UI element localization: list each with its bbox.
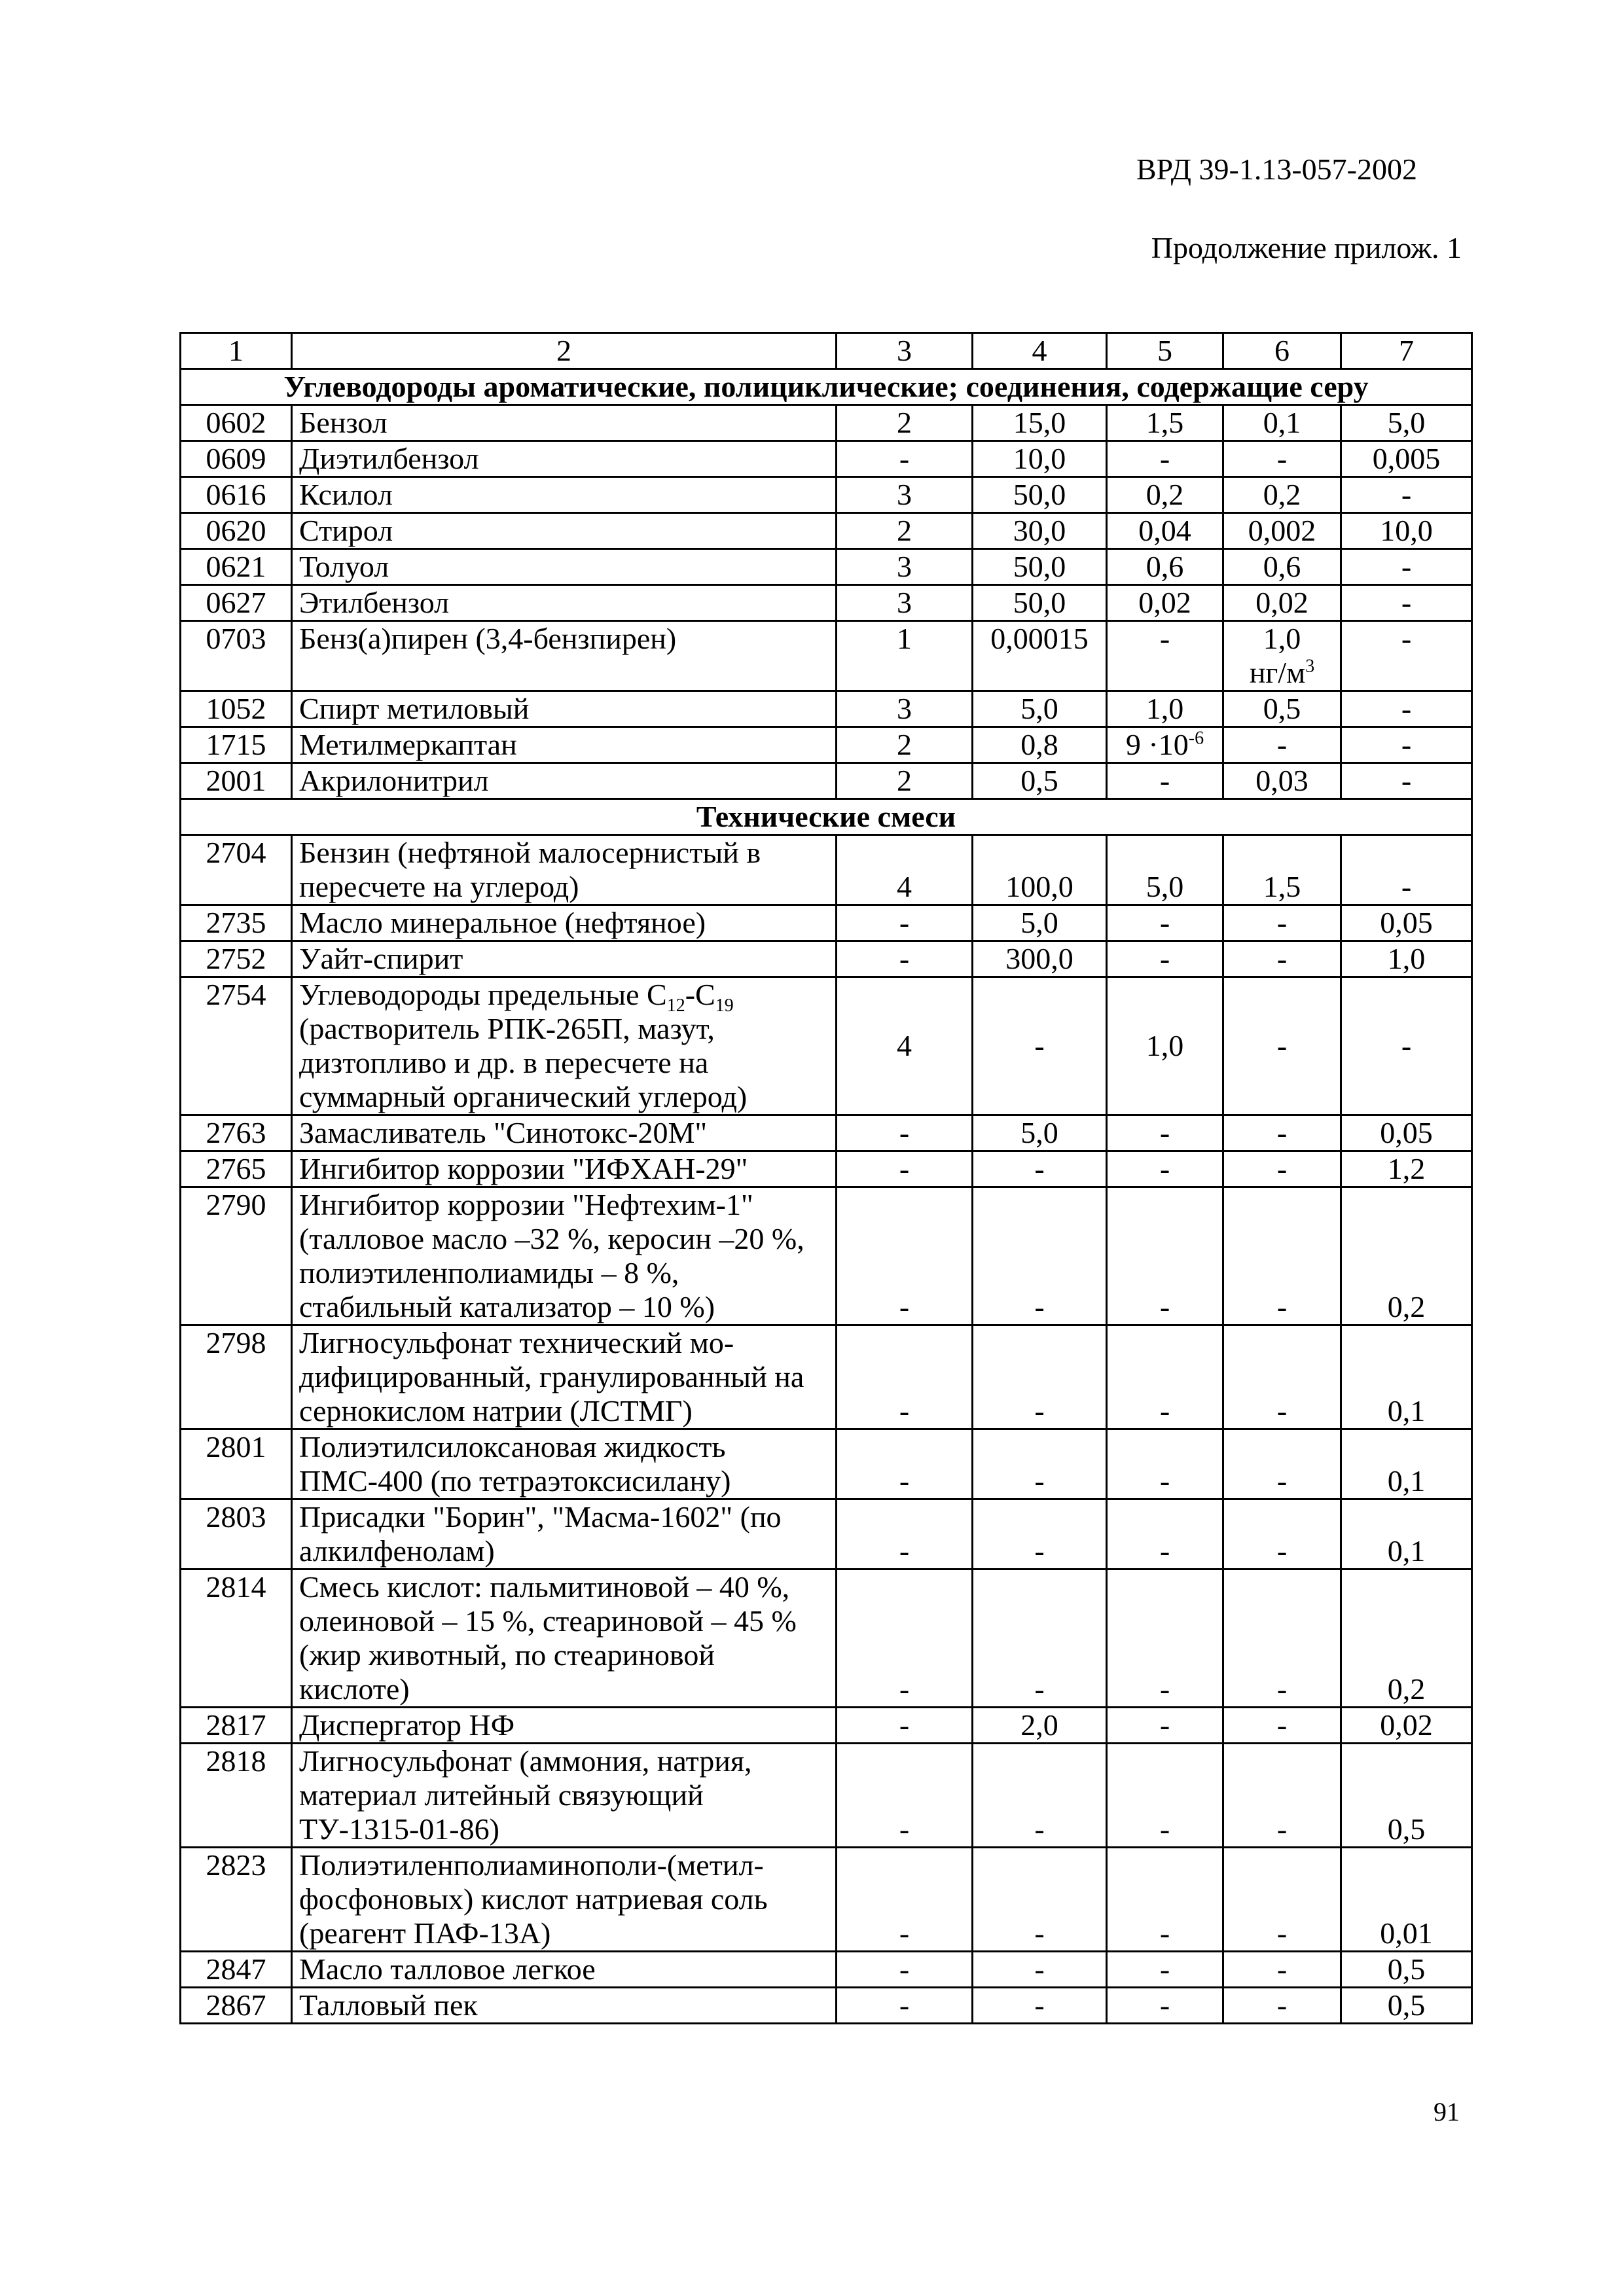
cell-col6: -	[1223, 1848, 1341, 1952]
cell-col5: -	[1107, 1429, 1223, 1499]
substance-code: 0621	[181, 549, 292, 585]
column-number: 3	[837, 333, 973, 369]
cell-col5: -	[1107, 941, 1223, 977]
cell-col5: -	[1107, 1499, 1223, 1570]
substance-name: Акрилонитрил	[292, 763, 837, 799]
cell-col7: 0,5	[1341, 1988, 1472, 2024]
section-header-row	[181, 799, 1472, 835]
substance-code: 2790	[181, 1187, 292, 1325]
page-number: 91	[1434, 2097, 1460, 2126]
cell-col6: 0,5	[1223, 691, 1341, 727]
cell-col4: -	[973, 977, 1107, 1115]
cell-col4: 2,0	[973, 1708, 1107, 1744]
cell-col4: -	[973, 1325, 1107, 1429]
cell-col4: -	[973, 1499, 1107, 1570]
cell-col5: -	[1107, 1325, 1223, 1429]
cell-col7: -	[1341, 727, 1472, 763]
cell-col3: -	[837, 1499, 973, 1570]
cell-col7: 0,05	[1341, 905, 1472, 941]
substance-name: Лигносульфонат технический мо-дифицированный, гранулированный на сернокислом натрии (ЛСТМГ)	[292, 1325, 837, 1429]
cell-col7: 0,05	[1341, 1115, 1472, 1151]
cell-col7: 0,005	[1341, 441, 1472, 477]
table-row	[181, 763, 1472, 799]
substance-code: 2704	[181, 835, 292, 905]
substances-table	[179, 332, 1473, 2024]
substance-code: 2735	[181, 905, 292, 941]
cell-col3: -	[837, 1429, 973, 1499]
unit: $нг/м^3$	[1249, 656, 1315, 689]
substance-name: Диспергатор НФ	[292, 1708, 837, 1744]
table-row	[181, 477, 1472, 513]
cell-col4: 0,5	[973, 763, 1107, 799]
cell-col3: 2	[837, 405, 973, 441]
substance-code: 2803	[181, 1499, 292, 1570]
cell-col6: -	[1223, 977, 1341, 1115]
substance-name: Смесь кислот: пальмитиновой – 40 %, олеиновой – 15 %, стеариновой – 45 % (жир животный, по стеариновой кислоте)	[292, 1570, 837, 1708]
cell-col6: -	[1223, 1570, 1341, 1708]
substance-code: 0609	[181, 441, 292, 477]
cell-col6: 1,5	[1223, 835, 1341, 905]
cell-col6: -	[1223, 1744, 1341, 1848]
table-row	[181, 513, 1472, 549]
cell-col3: 2	[837, 513, 973, 549]
cell-col3: -	[837, 1151, 973, 1187]
cell-col5: -	[1107, 1187, 1223, 1325]
cell-col4: 100,0	[973, 835, 1107, 905]
table-row	[181, 549, 1472, 585]
cell-col3: -	[837, 1952, 973, 1988]
substance-code: 2818	[181, 1744, 292, 1848]
substance-name: Диэтилбензол	[292, 441, 837, 477]
table-row	[181, 1952, 1472, 1988]
cell-col7: 0,5	[1341, 1952, 1472, 1988]
table-row	[181, 1708, 1472, 1744]
table-row	[181, 1988, 1472, 2024]
cell-col6: -	[1223, 727, 1341, 763]
cell-col4: -	[973, 1988, 1107, 2024]
substance-code: 0627	[181, 585, 292, 621]
cell-col6: 0,2	[1223, 477, 1341, 513]
cell-col7: -	[1341, 549, 1472, 585]
substance-name: Масло талловое легкое	[292, 1952, 837, 1988]
cell-col7: -	[1341, 585, 1472, 621]
substance-code: 0616	[181, 477, 292, 513]
section-title: Углеводороды ароматические, полициклические; соединения, содержащие серу	[181, 369, 1472, 405]
cell-col3: -	[837, 1988, 973, 2024]
column-number: 6	[1223, 333, 1341, 369]
table-row	[181, 1499, 1472, 1570]
substance-code: 0703	[181, 621, 292, 691]
cell-col6: 0,03	[1223, 763, 1341, 799]
cell-col5: -	[1107, 1952, 1223, 1988]
substance-code: 2814	[181, 1570, 292, 1708]
cell-col4: -	[973, 1848, 1107, 1952]
cell-col7: 0,1	[1341, 1499, 1472, 1570]
appendix-continuation-label: Продолжение прилож. 1	[1151, 231, 1462, 264]
cell-col4: -	[973, 1187, 1107, 1325]
cell-col4: 50,0	[973, 585, 1107, 621]
cell-col6: -	[1223, 941, 1341, 977]
cell-col5: -	[1107, 1708, 1223, 1744]
cell-col3: -	[837, 1708, 973, 1744]
cell-col7: -	[1341, 835, 1472, 905]
substance-code: 2817	[181, 1708, 292, 1744]
cell-col5: 1,0	[1107, 691, 1223, 727]
table-row	[181, 835, 1472, 905]
cell-col4: 5,0	[973, 905, 1107, 941]
substance-name: Лигносульфонат (аммония, натрия, материал литейный связующий ТУ-1315-01-86)	[292, 1744, 837, 1848]
cell-col7: -	[1341, 691, 1472, 727]
cell-col3: 2	[837, 727, 973, 763]
cell-col5: 0,6	[1107, 549, 1223, 585]
cell-col6: -	[1223, 1499, 1341, 1570]
cell-col5: -	[1107, 621, 1223, 691]
table-row	[181, 1151, 1472, 1187]
table-row	[181, 1325, 1472, 1429]
substance-code: 2765	[181, 1151, 292, 1187]
cell-col7: 10,0	[1341, 513, 1472, 549]
substance-code: 2001	[181, 763, 292, 799]
cell-col4: 15,0	[973, 405, 1107, 441]
cell-col7: 1,0	[1341, 941, 1472, 977]
cell-col5: 1,5	[1107, 405, 1223, 441]
cell-col4: -	[973, 1952, 1107, 1988]
cell-col3: 3	[837, 585, 973, 621]
substance-code: 0620	[181, 513, 292, 549]
cell-col6: -	[1223, 1988, 1341, 2024]
cell-col3: 3	[837, 691, 973, 727]
table-row	[181, 441, 1472, 477]
table-row	[181, 1115, 1472, 1151]
substance-code: 1052	[181, 691, 292, 727]
table-row	[181, 585, 1472, 621]
cell-col4: 5,0	[973, 691, 1107, 727]
cell-col7: 0,2	[1341, 1187, 1472, 1325]
cell-col3: -	[837, 1744, 973, 1848]
table-row	[181, 1187, 1472, 1325]
cell-col4: 50,0	[973, 549, 1107, 585]
cell-col7: -	[1341, 477, 1472, 513]
cell-col4: 5,0	[973, 1115, 1107, 1151]
cell-col7: 0,2	[1341, 1570, 1472, 1708]
cell-col3: -	[837, 1325, 973, 1429]
cell-col3: -	[837, 1115, 973, 1151]
cell-col3: -	[837, 905, 973, 941]
substance-name: Толуол	[292, 549, 837, 585]
substance-name: Ингибитор коррозии "ИФХАН-29"	[292, 1151, 837, 1187]
cell-col6: -	[1223, 1115, 1341, 1151]
column-number-row	[181, 333, 1472, 369]
table-row	[181, 977, 1472, 1115]
substance-name: Этилбензол	[292, 585, 837, 621]
cell-col3: -	[837, 1187, 973, 1325]
value: 1,0	[1263, 622, 1301, 655]
cell-col6: -	[1223, 1187, 1341, 1325]
cell-col3: -	[837, 941, 973, 977]
cell-col7: 0,1	[1341, 1429, 1472, 1499]
substance-code: 1715	[181, 727, 292, 763]
cell-col4: 0,00015	[973, 621, 1107, 691]
cell-col5: $9 \cdot 10^{-6}$	[1107, 727, 1223, 763]
cell-col7: 0,1	[1341, 1325, 1472, 1429]
substance-code: 0602	[181, 405, 292, 441]
cell-col3: 1	[837, 621, 973, 691]
cell-col5: 0,02	[1107, 585, 1223, 621]
substance-name: Полиэтилсилоксановая жидкость ПМС-400 (по тетраэтоксисилану)	[292, 1429, 837, 1499]
substance-code: 2754	[181, 977, 292, 1115]
cell-col3: 3	[837, 477, 973, 513]
substance-name: Уайт-спирит	[292, 941, 837, 977]
cell-col5: -	[1107, 1848, 1223, 1952]
substance-name: Ингибитор коррозии "Нефтехим-1" (талловое масло –32 %, керосин –20 %, полиэтиленполиамиды – 8 %, стабильный катализатор – 10 %)	[292, 1187, 837, 1325]
substance-code: 2823	[181, 1848, 292, 1952]
cell-col6: -	[1223, 1151, 1341, 1187]
substance-name: Талловый пек	[292, 1988, 837, 2024]
table-row	[181, 691, 1472, 727]
cell-col7: -	[1341, 763, 1472, 799]
cell-col6: -	[1223, 1325, 1341, 1429]
cell-col6: 0,6	[1223, 549, 1341, 585]
cell-col3: -	[837, 1848, 973, 1952]
substance-code: 2798	[181, 1325, 292, 1429]
table-row	[181, 1744, 1472, 1848]
cell-col5: -	[1107, 1744, 1223, 1848]
cell-col3: -	[837, 441, 973, 477]
cell-col7: -	[1341, 621, 1472, 691]
substance-code: 2752	[181, 941, 292, 977]
cell-col5: 0,2	[1107, 477, 1223, 513]
column-number: 5	[1107, 333, 1223, 369]
cell-col7: 0,02	[1341, 1708, 1472, 1744]
substance-code: 2801	[181, 1429, 292, 1499]
substance-name: Ксилол	[292, 477, 837, 513]
substance-name: Стирол	[292, 513, 837, 549]
cell-col6: -	[1223, 1708, 1341, 1744]
document-code: ВРД 39-1.13-057-2002	[1136, 152, 1417, 186]
cell-col6: 0,1	[1223, 405, 1341, 441]
cell-col5: 0,04	[1107, 513, 1223, 549]
substance-name: Бензол	[292, 405, 837, 441]
substance-name: Бензин (нефтяной малосернистый в пересчете на углерод)	[292, 835, 837, 905]
cell-col5: -	[1107, 1570, 1223, 1708]
table-row	[181, 727, 1472, 763]
cell-col5: 5,0	[1107, 835, 1223, 905]
cell-col3: 4	[837, 835, 973, 905]
cell-col4: -	[973, 1429, 1107, 1499]
substance-code: 2763	[181, 1115, 292, 1151]
substance-name: Углеводороды предельные $С_{12}-С_{19}$ (растворитель РПК-265П, мазут, дизтопливо и др. в пересчете на суммарный органический углерод)	[292, 977, 837, 1115]
cell-col6: -	[1223, 905, 1341, 941]
substance-code: 2867	[181, 1988, 292, 2024]
cell-col7: 1,2	[1341, 1151, 1472, 1187]
cell-col3: 2	[837, 763, 973, 799]
cell-col3: -	[837, 1570, 973, 1708]
substance-name: Метилмеркаптан	[292, 727, 837, 763]
substance-name: Полиэтиленполиаминополи-(метил-фосфоновых) кислот натриевая соль (реагент ПАФ-13А)	[292, 1848, 837, 1952]
cell-col3: 3	[837, 549, 973, 585]
cell-col7: 5,0	[1341, 405, 1472, 441]
cell-col6: -	[1223, 441, 1341, 477]
cell-col4: 30,0	[973, 513, 1107, 549]
column-number: 2	[292, 333, 837, 369]
cell-col5: -	[1107, 1151, 1223, 1187]
cell-col6: 0,002	[1223, 513, 1341, 549]
table-row	[181, 1429, 1472, 1499]
cell-col4: -	[973, 1744, 1107, 1848]
cell-col7: 0,01	[1341, 1848, 1472, 1952]
substance-code: 2847	[181, 1952, 292, 1988]
substance-name: Спирт метиловый	[292, 691, 837, 727]
cell-col5: -	[1107, 1115, 1223, 1151]
cell-col4: -	[973, 1151, 1107, 1187]
cell-col6: -	[1223, 1952, 1341, 1988]
table-row	[181, 621, 1472, 691]
cell-col6: -	[1223, 1429, 1341, 1499]
column-number: 4	[973, 333, 1107, 369]
substance-name: Масло минеральное (нефтяное)	[292, 905, 837, 941]
substance-name: Бенз(а)пирен (3,4-бензпирен)	[292, 621, 837, 691]
cell-col6: 0,02	[1223, 585, 1341, 621]
cell-col5: -	[1107, 1988, 1223, 2024]
cell-col6	[1223, 621, 1341, 691]
cell-col7: -	[1341, 977, 1472, 1115]
section-title: Технические смеси	[181, 799, 1472, 835]
column-number: 7	[1341, 333, 1472, 369]
cell-col4: -	[973, 1570, 1107, 1708]
table-row	[181, 405, 1472, 441]
cell-col5: -	[1107, 441, 1223, 477]
cell-col7: 0,5	[1341, 1744, 1472, 1848]
section-header-row	[181, 369, 1472, 405]
cell-col5: 1,0	[1107, 977, 1223, 1115]
substance-name: Замасливатель "Синотокс-20М"	[292, 1115, 837, 1151]
table-row	[181, 1848, 1472, 1952]
cell-col5: -	[1107, 763, 1223, 799]
table-row	[181, 905, 1472, 941]
cell-col4: 300,0	[973, 941, 1107, 977]
cell-col5: -	[1107, 905, 1223, 941]
table-row	[181, 1570, 1472, 1708]
cell-col4: 50,0	[973, 477, 1107, 513]
cell-col4: 10,0	[973, 441, 1107, 477]
cell-col3: 4	[837, 977, 973, 1115]
cell-col4: 0,8	[973, 727, 1107, 763]
substance-name: Присадки "Борин", "Масма-1602" (по алкилфенолам)	[292, 1499, 837, 1570]
table-row	[181, 941, 1472, 977]
column-number: 1	[181, 333, 292, 369]
